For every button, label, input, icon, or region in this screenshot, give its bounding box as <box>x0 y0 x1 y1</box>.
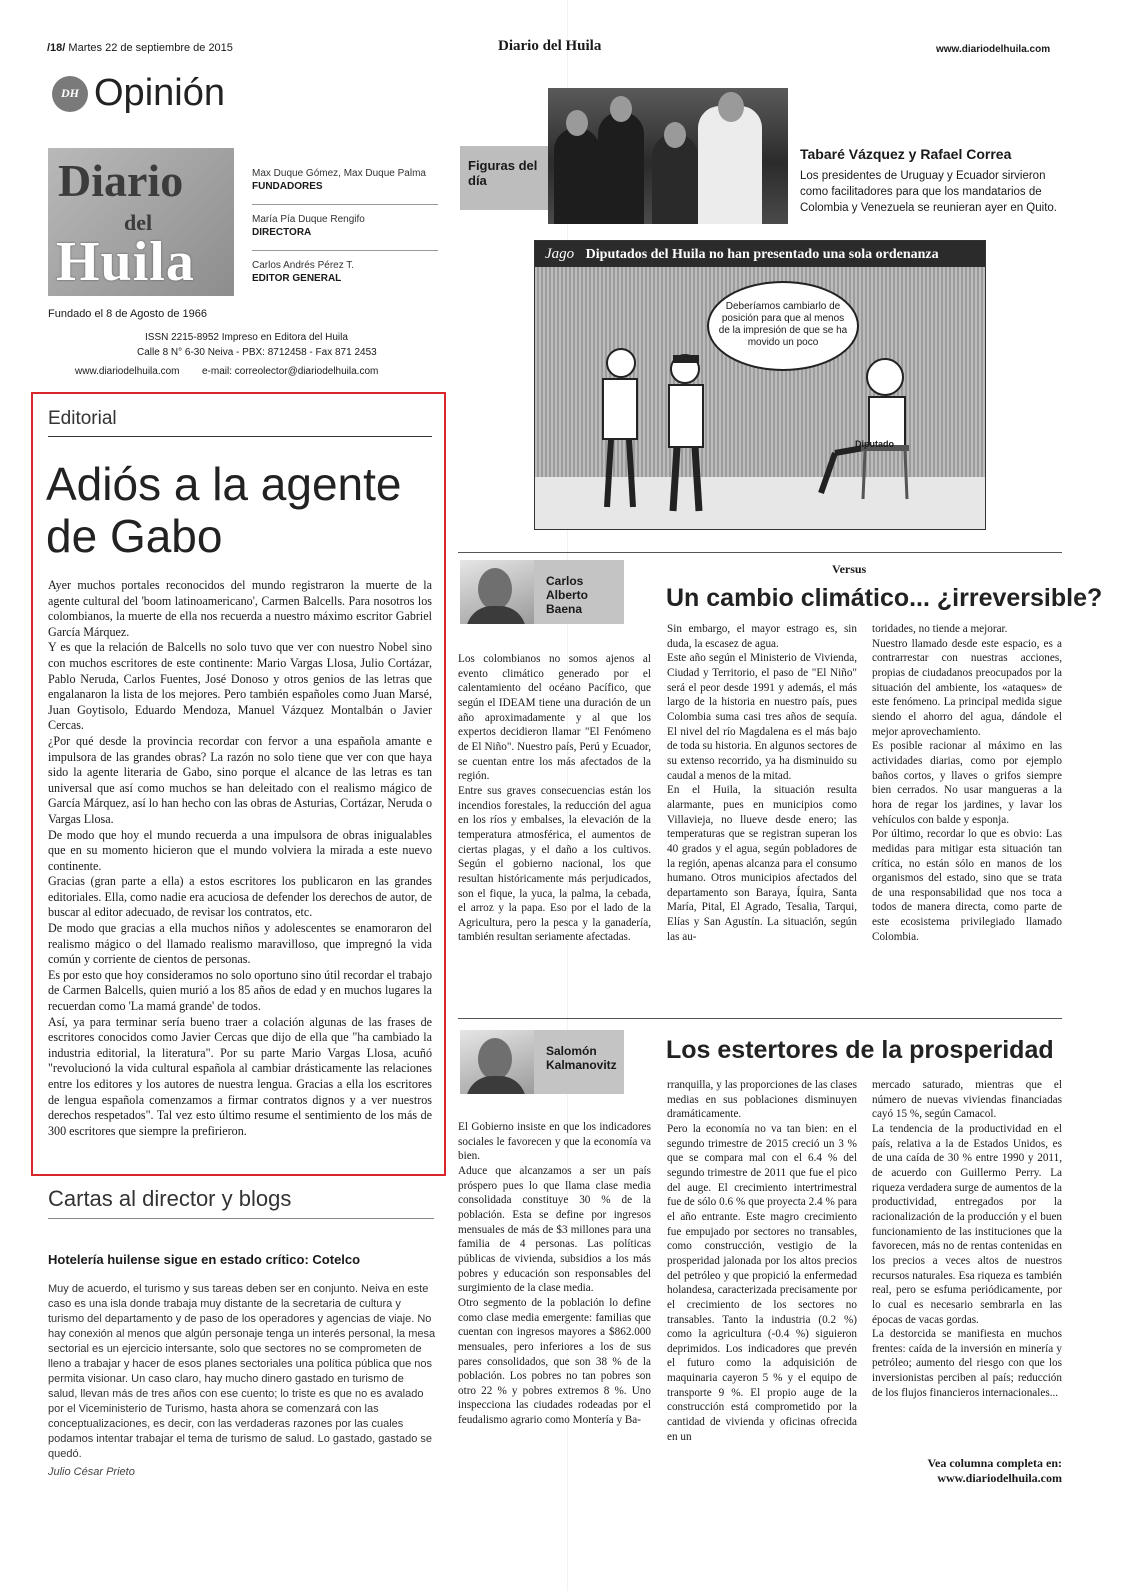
editorial-paragraph: Es por esto que hoy consideramos no solo oportuno sino útil recordar el trabajo de Carmen Balcells, quien murió a los 85 años de edad y en muchos lugares la recuerdan como 'La mamá grande' de todos. <box>48 967 432 1014</box>
editorial-paragraph: Así, ya para terminar sería bueno traer a colación algunas de las frases de escritores conocidos como Javier Cercas que dijo de ella que "ha cambiado la industria editorial, la literatura". Por su parte Mario Vargas Llosa, acuñó "revolucionó la vida cultural española al cambiar drásticamente las relaciones entre los editores y los autores de nuestra lengua. Gracias a ella los escritores de lengua española comenzamos a firmar contratos dignos y a ver nuestros derechos respetados". Tal vez esto último resume el sentimiento de los más de 300 escritores que siempre la prefirieron. <box>48 1014 432 1138</box>
page-header-left <box>47 42 233 54</box>
column-paragraph: La destorcida se manifiesta en muchos frentes: caída de la inversión en minería y petróleo; aumento del riesgo con que los inversionistas perciben al país; reducción de los flujos financieros internacionales... <box>872 1328 1062 1399</box>
section-heading <box>52 72 225 115</box>
masthead-email[interactable]: e-mail: correolector@diariodelhuila.com <box>202 366 379 377</box>
column-paragraph: Los colombianos no somos ajenos al evento climático generado por el calentamiento del océano Pacífico, que según el IDEAM tiene una duración de un año aproximadamente y al que los expertos decidieron llamar "El Fenómeno de El Niño". Nuestro país, Perú y Ecuador, se cuentan entre los más afectados de la región. <box>458 653 651 783</box>
staff-role: DIRECTORA <box>252 227 312 238</box>
column-paragraph: toridades, no tiende a mejorar. <box>872 623 1008 635</box>
column-divider <box>458 1018 1062 1019</box>
photo-label: Figuras del día <box>460 146 548 210</box>
author-photo-head <box>478 1038 512 1080</box>
cartoon-figures <box>535 267 986 530</box>
founded-date: Fundado el 8 de Agosto de 1966 <box>48 308 208 320</box>
column-paragraph: En el Huila, la situación resulta alarmante, pues en municipios como Villavieja, no llueve desde enero; las temperaturas que se registran superan los 40 grados y el agua, según pobladores de la región, apenas alcanza para el consumo humano. Otros municipios afectados del departamento son Baraya, Íquira, Santa María, Pital, El Agrado, Tesalia, Tarqui, Elías y San Agustín. La situación, según las au- <box>667 784 857 943</box>
section-title: Opinión <box>94 72 225 114</box>
photo-face <box>718 92 744 122</box>
author-photo-baena <box>460 560 534 624</box>
column2-col-a <box>458 1120 651 1428</box>
column1-col-a <box>458 652 651 945</box>
staff-divider <box>252 250 438 251</box>
cartoon-artist: Jago <box>545 246 575 262</box>
cartoon-header <box>535 241 986 267</box>
issue-date: Martes 22 de septiembre de 2015 <box>68 42 233 54</box>
column-paragraph: Nuestro llamado desde este espacio, es a contrarrestar con nuestras acciones, propias de ciudadanos preocupados por la situación del ambiente, los «ataques» de este fenómeno. La principal medida sigue siendo el ahorro del agua, dándole el mejor aprovechamiento. <box>872 637 1062 738</box>
author-photo-body <box>466 606 526 624</box>
news-photo <box>548 88 788 224</box>
speech-bubble: Deberíamos cambiarlo de posición para que al menos de la impresión de que se ha movido un poco <box>707 281 859 371</box>
author-name-baena: Carlos Alberto Baena <box>534 560 624 624</box>
address-line: Calle 8 N° 6-30 Neiva - PBX: 8712458 - Fax 871 2453 <box>137 347 377 358</box>
author-photo-head <box>478 568 512 610</box>
column2-title: Los estertores de la prosperidad <box>666 1036 1054 1064</box>
editorial-title: Adiós a la agente de Gabo <box>46 458 402 562</box>
photo-figure <box>698 106 762 224</box>
photo-face <box>566 110 588 136</box>
column-paragraph: La tendencia de la productividad en el país, relativa a la de Estados Unidos, es de una caída de 30 % entre 1990 y 2011, de acuerdo con Guillermo Perry. La riqueza verdadera surge de aumentos de la productividad, entregados por la racionalización de la producción y el buen funcionamiento de las instituciones que la favorecen, más no de rentas contenidas en los precios a veces altos de nuestros recursos naturales. Esa riqueza es también real, pero se esfuma periódicamente, por lo cual es necesario sembrarla en las épocas de vacas gordas. <box>872 1122 1062 1326</box>
staff-names: Carlos Andrés Pérez T. <box>252 260 355 271</box>
masthead-website[interactable]: www.diariodelhuila.com <box>75 366 180 377</box>
column-paragraph: Sin embargo, el mayor estrago es, sin duda, la escasez de agua. <box>667 623 857 650</box>
editorial-rule <box>48 436 432 437</box>
column-paragraph: Por último, recordar lo que es obvio: Las medidas para mitigar esta situación tan crítica, no están sólo en manos de los organismos del estado, sino que se trata de una responsabilidad que nos toca a todos de manera directa, como parte de este ecosistema privilegiado llamado Colombia. <box>872 828 1062 943</box>
masthead-line1: Diario <box>58 155 184 206</box>
staff-names: Max Duque Gómez, Max Duque Palma <box>252 168 426 179</box>
column-paragraph: Aduce que alcanzamos a ser un país próspero pues lo que llama clase media consolidada constituye 30 % de la población. Esta se define por ingresos mensuales de más de $3 millones para una familia de 4 personas. Las políticas públicas de vivienda, subsidios a los más pobres y educación son responsables del surgimiento de la clase media. <box>458 1164 651 1295</box>
column1-title: Un cambio climático... ¿irreversible? <box>666 584 1103 612</box>
author-name-kalmanovitz: Salomón Kalmanovitz <box>534 1030 624 1094</box>
staff-names: María Pía Duque Rengifo <box>252 214 365 225</box>
column1-col-b <box>667 622 857 944</box>
editorial-paragraph: De modo que gracias a ella muchos niños y adolescentes se enamoraron del realismo mágico o del llamado realismo maravilloso, que impregnó la vida común y corriente de cientos de personas. <box>48 921 432 967</box>
column-paragraph: rranquilla, y las proporciones de las clases medias en sus poblaciones disminuyen dramáticamente. <box>667 1079 857 1121</box>
cartoon-label: Diputado <box>855 439 894 449</box>
editorial-kicker: Editorial <box>48 408 117 429</box>
cartoon-title: Diputados del Huila no han presentado una sola ordenanza <box>585 247 939 262</box>
dh-logo-icon: DH <box>52 76 88 112</box>
photo-caption-title: Tabaré Vázquez y Rafael Correa <box>800 146 1012 162</box>
column-more-label: Vea columna completa en: <box>927 1456 1062 1470</box>
staff-role: FUNDADORES <box>252 181 323 192</box>
page-number: /18/ <box>47 42 66 54</box>
column1-col-c <box>872 622 1062 944</box>
versus-label: Versus <box>832 562 867 576</box>
masthead-line2: del <box>124 210 153 235</box>
column2-col-b <box>667 1078 857 1444</box>
letters-section-title: Cartas al director y blogs <box>48 1186 292 1211</box>
letter-signature: Julio César Prieto <box>48 1466 135 1478</box>
masthead-line3: Huila <box>56 231 195 293</box>
column-paragraph: mercado saturado, mientras que el número de nuevas viviendas financiadas cayó 15 %, según Camacol. <box>872 1079 1062 1121</box>
column-paragraph: El Gobierno insiste en que los indicadores sociales le favorecen y que la economía va bien. <box>458 1121 651 1163</box>
masthead-logo <box>48 148 234 296</box>
editorial-body <box>48 578 432 1139</box>
editorial-paragraph: De modo que hoy el mundo recuerda a una impulsora de obras inigualables que en su momento hicieron que el mundo volviera la mirada a este nuevo continente. <box>48 827 432 873</box>
photo-face <box>664 122 686 148</box>
staff-divider <box>252 204 438 205</box>
letter-body: Muy de acuerdo, el turismo y sus tareas deben ser en conjunto. Neiva en este caso es una isla donde trabaja muy distante de la secretaria de cultura y turismo del departamento y de paso de los operadores y agencias de viaje. No hay conexión al menos que algún personaje tenga un interés personal, la mesa sectorial es un ejercicio intersante, solo que sectores no se comprometen de lleno a trabajar y hacer de esos planes sectoriales una política pública que nos permita visionar. Un caso claro, hay mucho dinero gastado en turismo de salud, llevan más de tres años con ese cuento; lo triste es que no es avalado por el Viceministerio de Turismo, hasta ahora se comenzará con las conceptualizaciones, es decir, con las verdaderas razones por las cuales podamos intentar trabajar el tema de turismo de salud. Lo gastado, gastado se quedó. <box>48 1283 436 1460</box>
editorial-cartoon <box>534 240 986 530</box>
photo-face <box>610 96 632 122</box>
author-photo-body <box>466 1076 526 1094</box>
staff-editor <box>252 260 438 284</box>
staff-founders <box>252 168 438 192</box>
editorial-paragraph: Gracias (gran parte a ella) a estos escritores los publicaron en las grandes editoriales. Ella, como nadie era acuciosa de defender los derechos de autor, de buscar al editor adecuado, de revisar los contratos, etc. <box>48 874 432 920</box>
paper-name: Diario del Huila <box>498 38 602 54</box>
staff-role: EDITOR GENERAL <box>252 273 342 284</box>
photo-figure <box>598 112 644 224</box>
column-paragraph: Es posible racionar al máximo en las actividades diarias, como por ejemplo baños cortos, y llaves o grifos siempre bien cerrados. No usar mangueras a la hora de regar los jardines, y lavar los vehículos con balde y esponja. <box>872 740 1062 826</box>
letters-rule <box>48 1218 434 1219</box>
column-paragraph: Pero la economía no va tan bien: en el segundo trimestre de 2015 creció un 3 % que se compara mal con el 6.4 % del segundo trimestre de 2011 que fue el pico del auge. El crecimiento intertrimestral fue de sólo 0.6 % que proyecta 2.4 % para el año entrante. Este magro crecimiento fue empujado por sectores no transables, como construcción, vestigio de la prosperidad jalonada por los altos precios del petróleo y que propició la enfermedad holandesa, caracterizada precisamente por el crecimiento de los sectores no transables. Tanto la industria (0.2 %) como la agricultura (-0.4 %) siguieron deprimidos. Los indicadores que prevén el futuro como la adquisición de maquinaria cayeron 5 % y el equipo de transporte 9 %. El propio auge de la construcción está comprometido por la cantidad de vivienda y oficinas ofrecida en un <box>667 1122 857 1443</box>
editorial-paragraph: ¿Por qué desde la provincia recordar con fervor a una española amante e impulsora de las grandes obras? La razón no solo tiene que ver con que haya sido la agente literaria de Gabo, sino porque el alcance de las letras es tan universal que así como muchos se han deleitado con el realismo mágico de García Márquez, así lo han hecho con las obras de Asturias, Cortázar, Neruda o Vargas Llosa. <box>48 733 432 826</box>
editorial-paragraph: Ayer muchos portales reconocidos del mundo registraron la muerte de la agente cultural del 'boom latinoamericano', Carmen Balcells. Para nosotros los colombianos, la muerte de ella nos recuerda a nuestro máximo escritor Gabriel García Márquez. <box>48 578 432 639</box>
editorial-paragraph: Y es que la relación de Balcells no solo tuvo que ver con nuestro Nobel sino con muchos escritores de este continente: Mario Vargas Llosa, Julio Cortázar, Pablo Neruda, Carlos Fuentes, José Donoso y otros genios de las letras que engalanaron la lista de los mejores. Pero también españoles como Juan Marsé, Juan Goytisolo, Eduardo Mendoza, Manuel Vázquez Montalbán o Javier Cercas. <box>48 640 432 733</box>
issn-line: ISSN 2215-8952 Impreso en Editora del Huila <box>145 332 348 343</box>
author-photo-kalmanovitz <box>460 1030 534 1094</box>
header-website[interactable]: www.diariodelhuila.com <box>936 44 1051 55</box>
column2-col-c <box>872 1078 1062 1400</box>
column-divider <box>458 552 1062 553</box>
column-paragraph: Este año según el Ministerio de Vivienda, Ciudad y Territorio, el paso de "El Niño" será el peor desde 1991 y además, el más largo de la historia en nuestro país, pues Colombia suma casi tres años de sequía. El nivel del río Magdalena es el más bajo de toda su historia. En algunos sectores de su extenso recorrido, ya ha disminuido su caudal a menos de la mitad. <box>667 652 857 782</box>
letter-headline[interactable]: Hotelería huilense sigue en estado crítico: Cotelco <box>48 1252 361 1267</box>
column-more-link[interactable] <box>872 1456 1062 1486</box>
photo-caption: Los presidentes de Uruguay y Ecuador sirvieron como facilitadores para que los mandatarios de Colombia y Venezuela se reunieran ayer en Quito. <box>800 170 1057 214</box>
column-more-url: www.diariodelhuila.com <box>937 1471 1062 1485</box>
staff-director <box>252 214 438 238</box>
column-paragraph: Entre sus graves consecuencias están los incendios forestales, la reducción del agua en los ríos y embalses, la elevación de la temperatura atmosférica, el aumentos de ciertas plagas, y el daño a los cultivos. Según el gobierno nacional, los que resultan históricamente más perjudicados, son el fique, la yuca, la palma, la cebada, el arroz y la papa. Eso por el lado de la Agricultura, pero la pesca y la ganadería, también resultan seriamente afectadas. <box>458 784 651 944</box>
column-paragraph: Otro segmento de la población lo define como clase media emergente: familias que cuentan con ingresos mayores a $862.000 mensuales, pero inferiores a los de sus pares consolidados, que son 38 % de la población. Los pobres no tan pobres son otro 22 % y pobres extremos 8 %. Uno inspecciona las ciudades rodeadas por el feudalismo agrario como Montería y Ba- <box>458 1296 651 1427</box>
photo-figure <box>554 128 600 224</box>
